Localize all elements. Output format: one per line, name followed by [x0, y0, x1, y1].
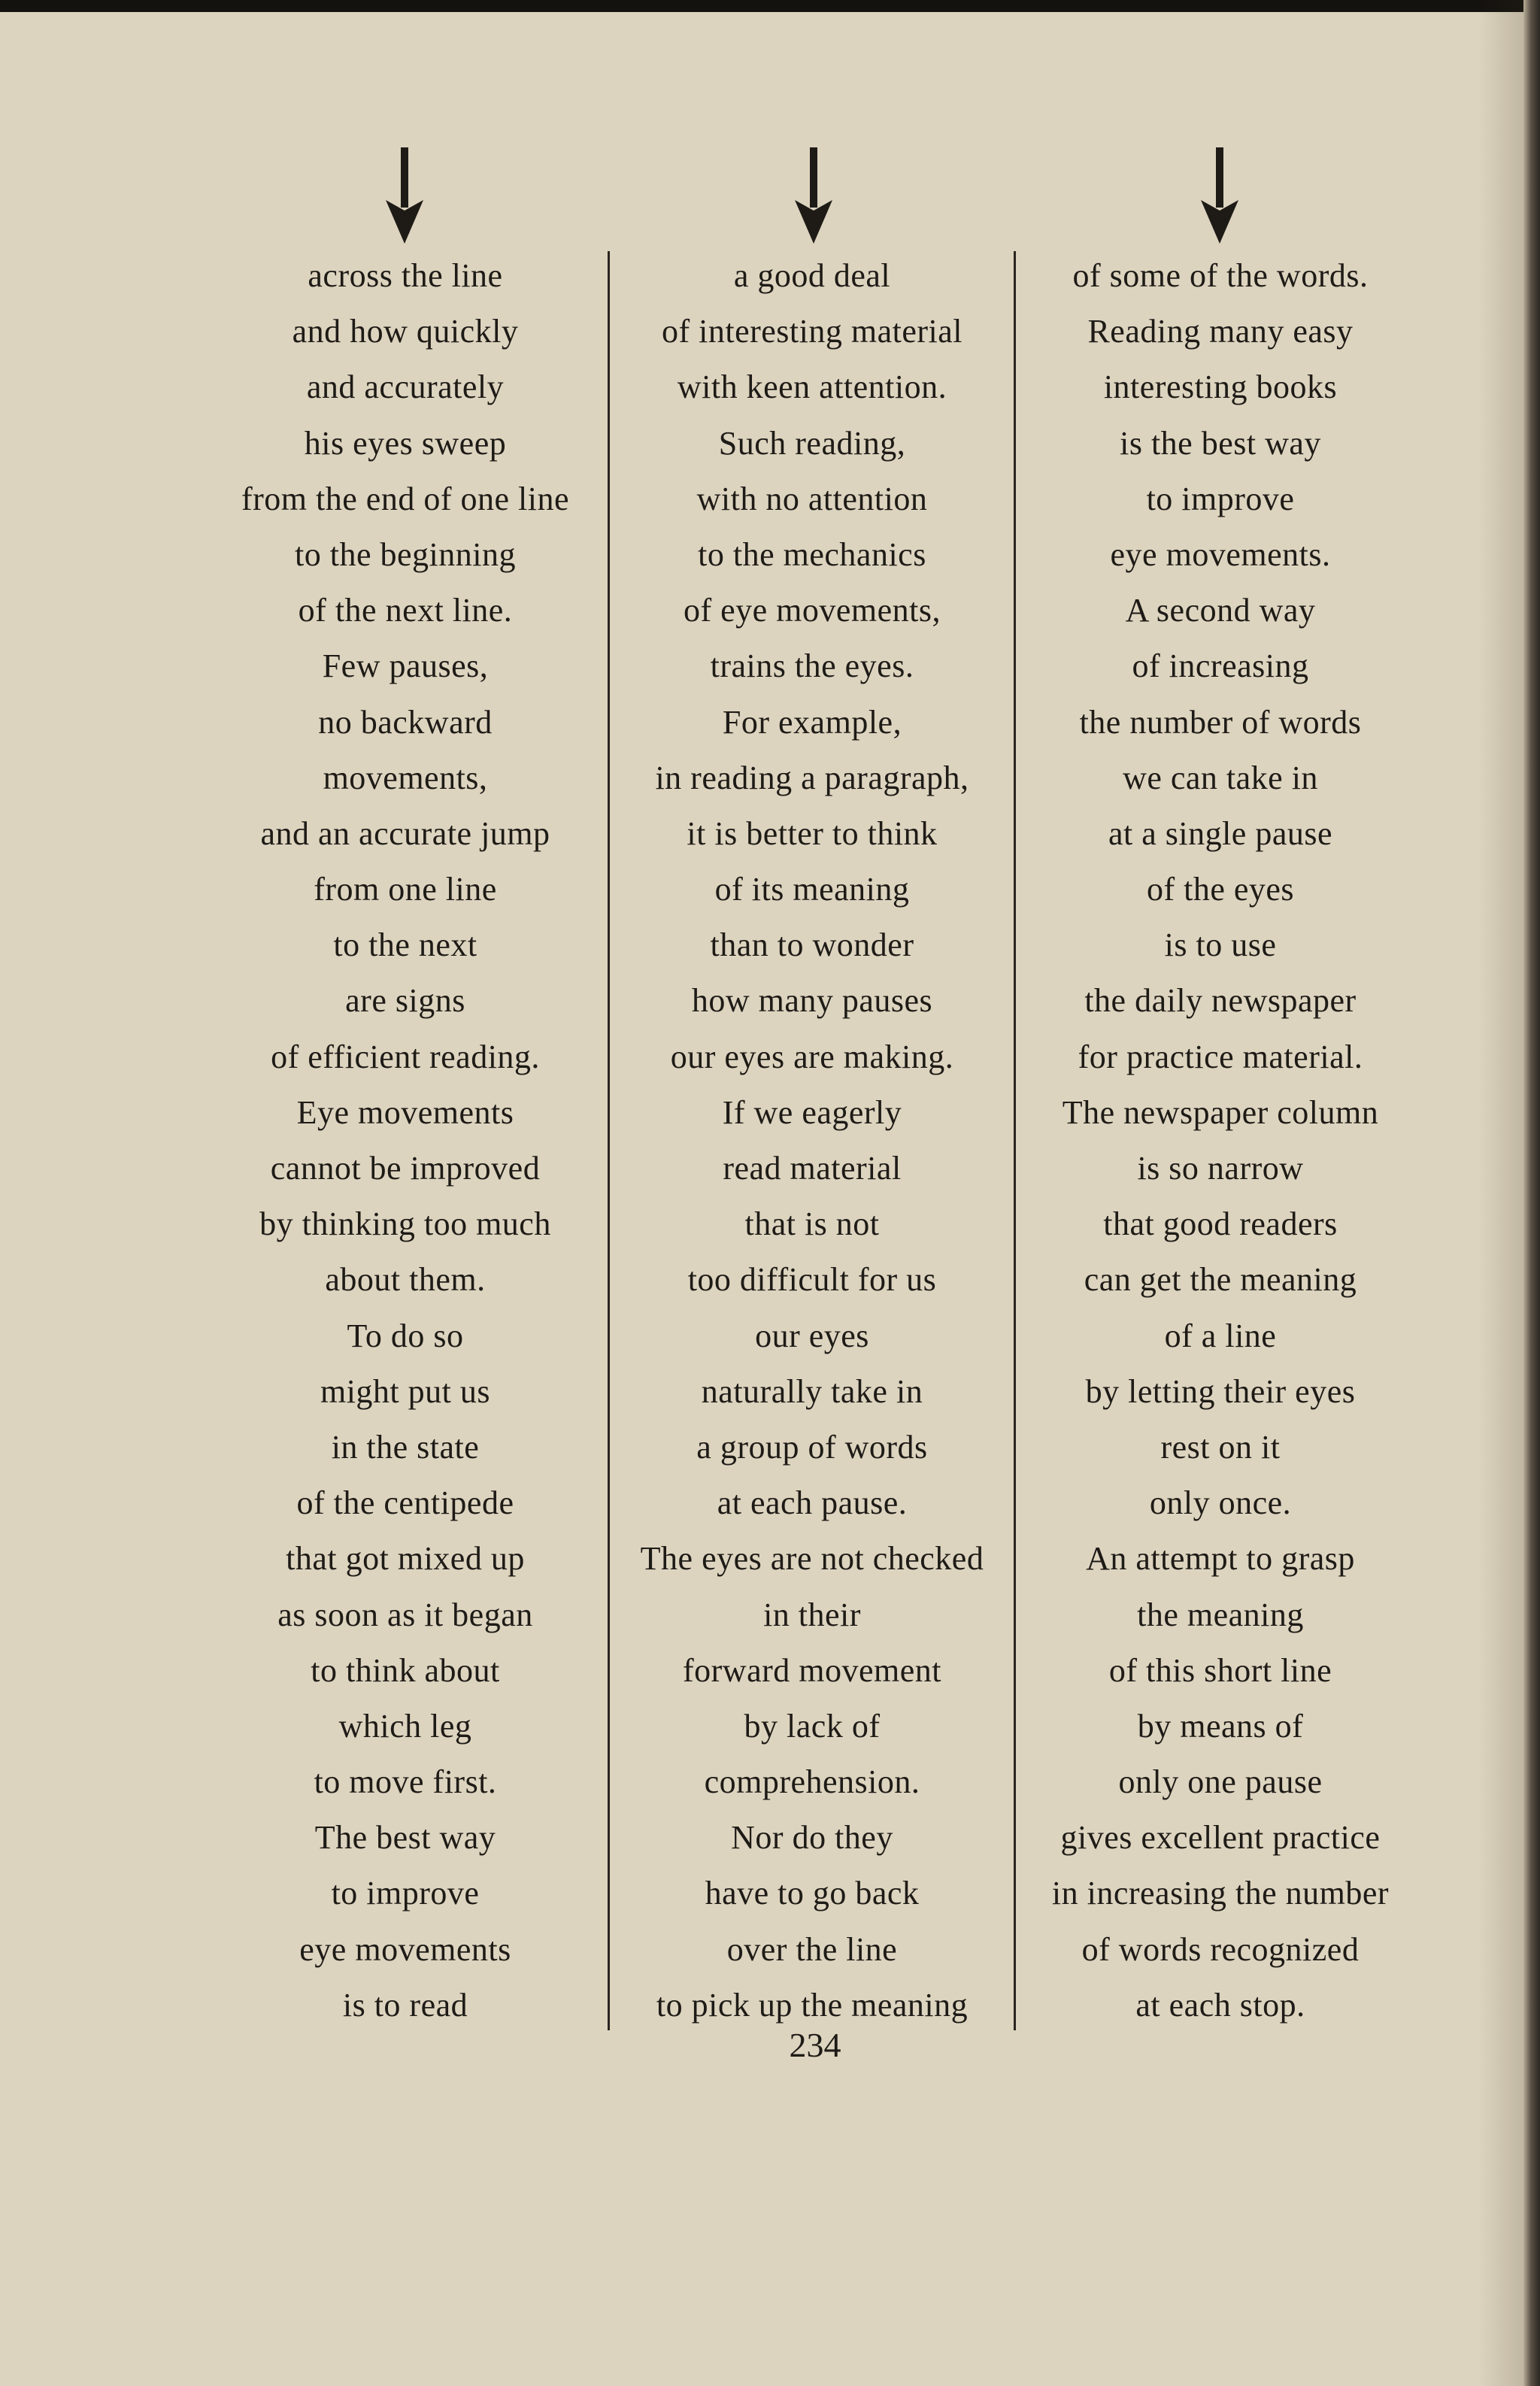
text-line: to improve [1146, 480, 1295, 517]
text-line: of this short line [1108, 1651, 1332, 1689]
text-line: is the best way [1120, 424, 1321, 462]
column-rule-left [608, 251, 610, 2030]
down-arrow-icon [791, 147, 836, 247]
text-column-2 [611, 248, 1014, 2033]
text-line: we can take in [1123, 759, 1318, 796]
text-line: movements, [323, 759, 488, 796]
text-line: to think about [311, 1651, 500, 1689]
text-column-3 [1015, 248, 1426, 2033]
down-arrow-icon [1197, 147, 1242, 247]
text-line: To do so [347, 1317, 464, 1354]
text-line: of increasing [1132, 647, 1309, 685]
text-line: to the next [333, 926, 477, 964]
text-line: rest on it [1160, 1428, 1281, 1466]
text-line: of eye movements, [683, 592, 941, 629]
text-line: across the line [308, 257, 503, 294]
text-line: Such reading, [718, 424, 906, 462]
page-number: 234 [789, 2026, 841, 2064]
text-line: no backward [318, 703, 493, 741]
text-line: to pick up the meaning [656, 1986, 969, 2024]
text-line: in increasing the number [1051, 1875, 1390, 1912]
text-line: at each stop. [1135, 1986, 1305, 2024]
text-line: the number of words [1079, 703, 1362, 741]
text-line: of some of the words. [1072, 257, 1369, 294]
page-right-edge [1523, 0, 1540, 2386]
text-line: A second way [1125, 592, 1316, 629]
text-line: that is not [744, 1205, 880, 1243]
page-gutter-shadow [1478, 0, 1523, 2386]
text-line: to move first. [314, 1763, 497, 1801]
text-line: Eye movements [296, 1093, 514, 1131]
text-line: The newspaper column [1062, 1093, 1379, 1131]
text-line: eye movements. [1110, 535, 1331, 573]
text-line: trains the eyes. [710, 647, 914, 685]
text-line: by lack of [744, 1707, 881, 1745]
text-line: gives excellent practice [1060, 1819, 1381, 1857]
text-line: of interesting material [661, 313, 963, 350]
text-line: If we eagerly [722, 1093, 902, 1131]
text-line: of a line [1164, 1317, 1277, 1354]
text-line: than to wonder [710, 926, 914, 964]
text-line: Few pauses, [322, 647, 489, 685]
text-line: how many pauses [691, 982, 933, 1020]
text-line: comprehension. [704, 1763, 920, 1801]
text-line: have to go back [705, 1875, 920, 1912]
text-line: that good readers [1103, 1205, 1338, 1243]
text-line: and how quickly [292, 313, 519, 350]
text-line: a group of words [696, 1428, 928, 1466]
text-line: from one line [314, 871, 497, 908]
text-line: of efficient reading. [271, 1038, 540, 1075]
text-line: For example, [722, 703, 902, 741]
text-line: by thinking too much [259, 1205, 551, 1243]
text-line: of its meaning [714, 871, 910, 908]
text-line: cannot be improved [270, 1150, 541, 1187]
text-line: and an accurate jump [260, 814, 550, 852]
text-line: The eyes are not checked [640, 1540, 984, 1578]
text-line: naturally take in [701, 1372, 923, 1410]
text-column-1 [211, 248, 600, 2033]
text-line: as soon as it began [277, 1596, 533, 1633]
text-line: of the centipede [296, 1484, 514, 1522]
text-line: by letting their eyes [1085, 1372, 1356, 1410]
text-line: about them. [325, 1261, 486, 1299]
text-line: our eyes [755, 1317, 869, 1354]
text-line: to improve [331, 1875, 480, 1912]
text-line: is so narrow [1137, 1150, 1304, 1187]
text-line: at a single pause [1108, 814, 1333, 852]
text-line: is to read [342, 1986, 468, 2024]
text-line: forward movement [683, 1651, 941, 1689]
text-line: to the mechanics [698, 535, 926, 573]
text-line: and accurately [306, 368, 505, 406]
text-line: the daily newspaper [1084, 982, 1357, 1020]
text-line: eye movements [299, 1930, 511, 1968]
text-line: his eyes sweep [304, 424, 507, 462]
text-line: The best way [314, 1819, 496, 1857]
text-line: of words recognized [1081, 1930, 1360, 1968]
text-line: our eyes are making. [670, 1038, 954, 1075]
text-line: by means of [1137, 1707, 1304, 1745]
text-line: in reading a paragraph, [655, 759, 969, 796]
text-line: Reading many easy [1087, 313, 1354, 350]
text-line: can get the meaning [1084, 1261, 1357, 1299]
text-line: only one pause [1118, 1763, 1323, 1801]
text-line: interesting books [1103, 368, 1338, 406]
text-line: might put us [320, 1372, 491, 1410]
text-line: with no attention [696, 480, 928, 517]
text-line: is to use [1164, 926, 1277, 964]
text-line: in the state [331, 1428, 480, 1466]
text-line: with keen attention. [677, 368, 947, 406]
text-line: which leg [338, 1707, 472, 1745]
text-line: read material [723, 1150, 902, 1187]
text-line: from the end of one line [241, 480, 569, 517]
text-line: An attempt to grasp [1086, 1540, 1355, 1578]
down-arrow-icon [382, 147, 427, 247]
text-line: only once. [1149, 1484, 1292, 1522]
page-top-edge [0, 0, 1540, 12]
text-line: that got mixed up [286, 1540, 525, 1578]
text-line: in their [763, 1596, 861, 1633]
text-line: it is better to think [687, 814, 938, 852]
text-line: the meaning [1137, 1596, 1304, 1633]
text-line: too difficult for us [687, 1261, 937, 1299]
text-line: are signs [345, 982, 465, 1020]
text-line: of the eyes [1146, 871, 1295, 908]
text-line: to the beginning [295, 535, 516, 573]
text-line: of the next line. [298, 592, 513, 629]
text-line: at each pause. [717, 1484, 908, 1522]
text-line: a good deal [733, 257, 891, 294]
text-line: Nor do they [731, 1819, 893, 1857]
text-line: for practice material. [1078, 1038, 1363, 1075]
text-line: over the line [726, 1930, 898, 1968]
